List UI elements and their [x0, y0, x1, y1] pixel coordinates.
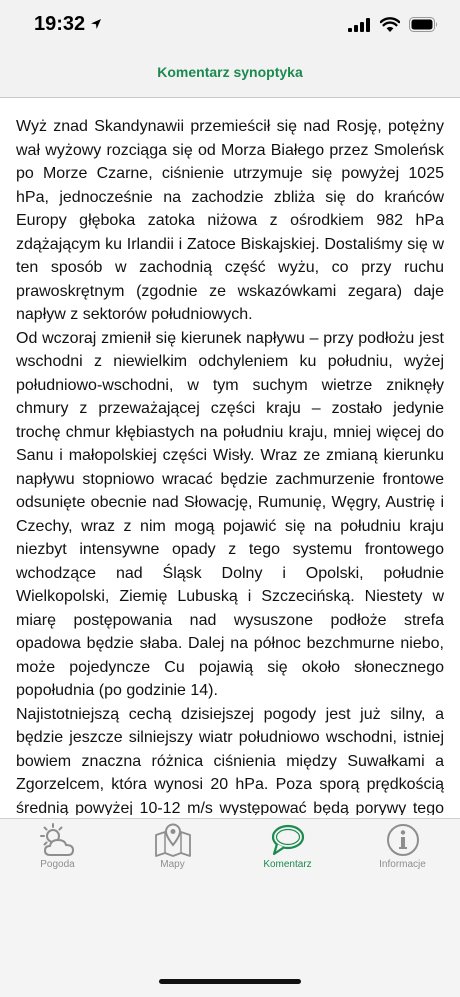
- tab-komentarz[interactable]: [230, 823, 345, 883]
- tab-pogoda[interactable]: [0, 823, 115, 883]
- nav-bar: [0, 50, 460, 98]
- paragraph: Wyż znad Skandynawii przemieścił się nad Rosję, potężny wał wyżowy rozciąga się od Morza Białego przez Smoleńsk po Morze Czarne, ciśnienie utrzymuje się powyżej 1025 hPa, jednocześnie na zachodzie zbliża się do krańców Europy głęboka zatoka niżowa z ośrodkiem 982 hPa zdążającym ku Irlandii i Zatoce Biskajskiej. Dostaliśmy się w ten sposób w zachodnią część wyżu, co przy ruchu prawoskrętnym (zgodnie ze wskazówkami zegara) daje napływ z sektorów południowych.: [16, 118, 444, 323]
- page-title: Komentarz synoptyka: [157, 64, 303, 80]
- wifi-icon: [380, 17, 400, 32]
- paragraph: Najistotniejszą cechą dzisiejszej pogody jest już silny, a będzie jeszcze silniejszy wiatr południowo wschodni, istniej bowiem znaczna różnica ciśnienia między Suwałkami a Zgorzelcem, która wynosi 20 hPa. Poza sporą prędkością średnią powyżej 10-12 m/s występować będą porywy tego: [16, 705, 444, 815]
- speech-bubble-icon: [266, 823, 310, 857]
- home-indicator[interactable]: [159, 979, 301, 984]
- info-icon: [381, 823, 425, 857]
- tab-mapy[interactable]: [115, 823, 230, 883]
- battery-icon: [409, 17, 439, 32]
- tab-label: Pogoda: [40, 859, 75, 870]
- weather-icon: [36, 823, 80, 857]
- location-arrow-icon: [90, 18, 102, 30]
- tab-label: Informacje: [379, 859, 426, 870]
- tab-label: Mapy: [160, 859, 185, 870]
- status-bar: [0, 0, 460, 50]
- tab-informacje[interactable]: [345, 823, 460, 883]
- tab-bar: [0, 818, 460, 997]
- cellular-signal-icon: [348, 18, 370, 32]
- map-icon: [151, 823, 195, 857]
- tab-label: Komentarz: [263, 859, 312, 870]
- paragraph: Od wczoraj zmienił się kierunek napływu – przy podłożu jest wschodni z niewielkim odchyleniem ku południu, wyżej południowo-wschodni, w tym suchym wietrze zniknęły chmury z przeważającej części kraju – zostało jedynie trochę chmur kłębiastych na południu kraju, mniej więcej do Sanu i małopolskiej części Wisły. Wraz ze zmianą kierunku napływu stopniowo wracać będzie zachmurzenie frontowe odsunięte obecnie nad Słowację, Rumunię, Węgry, Austrię i Czechy, wraz z nim mogą pojawić się na południu kraju niezbyt intensywne opady z tego systemu frontowego wchodzące nad Śląsk Dolny i Opolski, południe Wielkopolski, Ziemię Lubuską i Szczecińską. Niestety w miarę postępowania nad wysuszone podłoże strefa opadowa będzie słaba. Dalej na północ bezchmurne niebo, może pojedyncze Cu pojawią się około słonecznego popołudnia (po godzinie 14).: [16, 329, 444, 699]
- status-time: 19:32: [34, 13, 86, 35]
- commentary-text[interactable]: [16, 115, 444, 815]
